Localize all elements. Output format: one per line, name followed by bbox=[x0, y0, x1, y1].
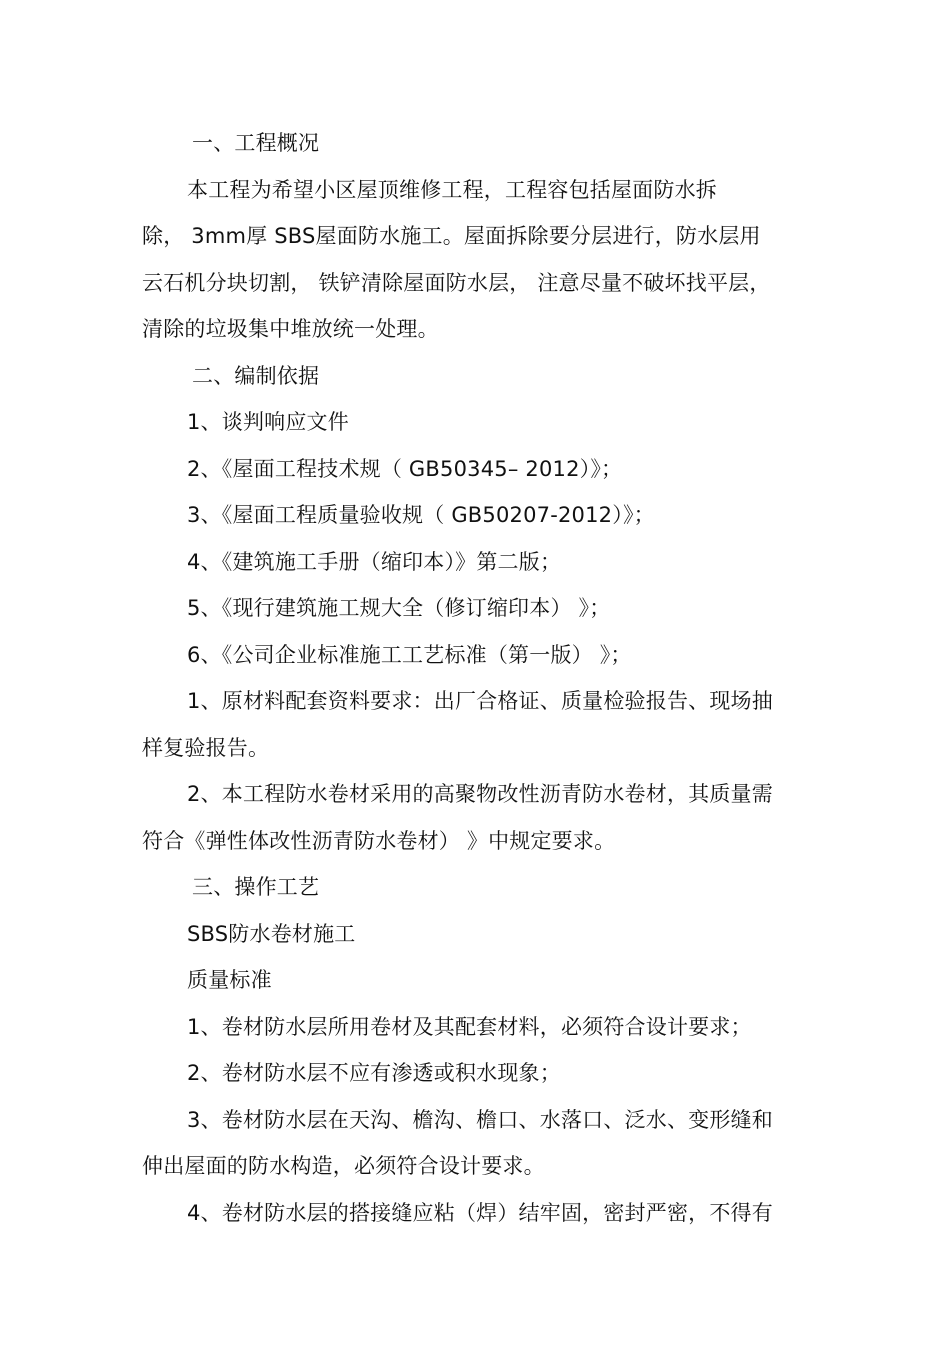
section-heading-process: 三、操作工艺 bbox=[192, 875, 320, 899]
paragraph-line: 符合《弹性体改性沥青防水卷材） 》中规定要求。 bbox=[142, 829, 616, 853]
list-item: 1、谈判响应文件 bbox=[187, 410, 349, 434]
list-item: 6、《公司企业标准施工工艺标准（第一版） 》； bbox=[187, 643, 632, 667]
section-heading-overview: 一、工程概况 bbox=[192, 131, 320, 155]
list-item: 2、《屋面工程技术规（ GB50345– 2012）》； bbox=[187, 457, 623, 481]
list-item: 3、《屋面工程质量验收规（ GB50207-2012）》； bbox=[187, 503, 655, 527]
list-item: 4、《建筑施工手册（缩印本）》第二版； bbox=[187, 550, 562, 574]
paragraph-line: 伸出屋面的防水构造，必须符合设计要求。 bbox=[142, 1154, 545, 1178]
section-heading-basis: 二、编制依据 bbox=[192, 364, 320, 388]
list-item: 3、卷材防水层在天沟、檐沟、檐口、水落口、泛水、变形缝和 bbox=[187, 1108, 773, 1132]
list-item: 1、原材料配套资料要求：出厂合格证、质量检验报告、现场抽 bbox=[187, 689, 773, 713]
paragraph-line: 云石机分块切割， 铁铲清除屋面防水层， 注意尽量不破坏找平层， bbox=[142, 271, 771, 295]
subheading: SBS防水卷材施工 bbox=[187, 922, 356, 946]
subheading: 质量标准 bbox=[187, 968, 272, 992]
paragraph-line: 清除的垃圾集中堆放统一处理。 bbox=[142, 317, 439, 341]
list-item: 2、卷材防水层不应有渗透或积水现象； bbox=[187, 1061, 561, 1085]
list-item: 2、本工程防水卷材采用的高聚物改性沥青防水卷材，其质量需 bbox=[187, 782, 773, 806]
list-item: 5、《现行建筑施工规大全（修订缩印本） 》； bbox=[187, 596, 611, 620]
paragraph-line: 样复验报告。 bbox=[142, 736, 270, 760]
list-item: 4、卷材防水层的搭接缝应粘（焊）结牢固，密封严密，不得有 bbox=[187, 1201, 773, 1225]
list-item: 1、卷材防水层所用卷材及其配套材料，必须符合设计要求； bbox=[187, 1015, 752, 1039]
paragraph-line: 除， 3mm厚 SBS屋面防水施工。屋面拆除要分层进行，防水层用 bbox=[142, 224, 761, 248]
paragraph-line: 本工程为希望小区屋顶维修工程，工程容包括屋面防水拆 bbox=[187, 178, 717, 202]
